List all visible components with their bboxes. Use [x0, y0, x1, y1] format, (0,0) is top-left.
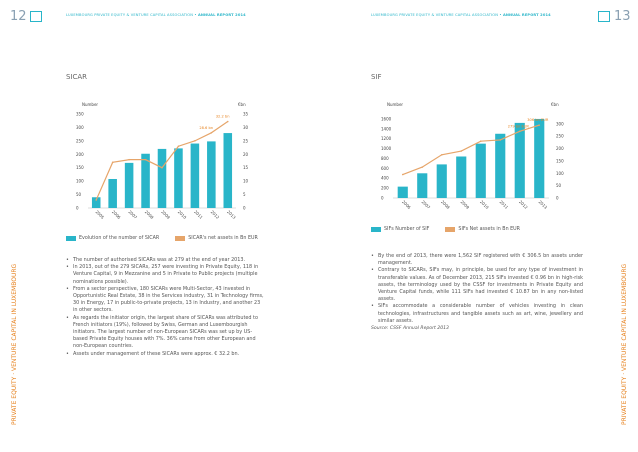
- line-point: [128, 159, 130, 161]
- legend-item-line: SICAR's net assets in Bn EUR: [175, 236, 258, 241]
- list-item: • The number of authorised SICARs was at 279 at the end of year 2013.: [66, 257, 264, 264]
- bar: [437, 164, 447, 198]
- line-point: [499, 139, 501, 141]
- category-tick-label: 2010: [479, 199, 490, 210]
- category-tick-label: 2006: [110, 209, 122, 220]
- sicar-legend: [66, 236, 274, 241]
- line-point: [194, 140, 196, 142]
- bar: [495, 134, 505, 198]
- category-tick-label: 2008: [440, 199, 451, 210]
- bar: [398, 187, 408, 198]
- line-point: [538, 124, 540, 126]
- left-tick-label: 1200: [381, 136, 392, 142]
- sif-chart: [365, 94, 580, 219]
- left-tick-label: 200: [76, 151, 84, 157]
- left-tick-label: 1400: [381, 126, 392, 132]
- side-label-right: PRIVATE EQUITY · VENTURE CAPITAL IN LUXEMBOURG: [621, 263, 628, 425]
- data-label: 32.2 bn: [215, 114, 230, 119]
- category-tick-label: 2007: [420, 199, 432, 210]
- side-label-left: PRIVATE EQUITY · VENTURE CAPITAL IN LUXEMBOURG: [11, 263, 18, 425]
- page-number-left: 12: [10, 9, 27, 24]
- category-tick-label: 2006: [401, 199, 412, 210]
- category-tick-label: 2008: [143, 209, 155, 220]
- legend-swatch-icon: [175, 236, 185, 241]
- category-tick-label: 2009: [160, 209, 172, 220]
- bar: [174, 148, 183, 208]
- bar: [534, 119, 544, 198]
- category-tick-label: 2011: [498, 199, 510, 210]
- right-tick-label: 20: [243, 151, 249, 157]
- running-title-left: LUXEMBOURG PRIVATE EQUITY & VENTURE CAPITAL ASSOCIATION • ANNUAL REPORT 2014: [66, 13, 246, 17]
- data-label: 279 bn EUR: [507, 124, 529, 129]
- sif-section-title: SIF: [371, 73, 382, 81]
- line-point: [112, 162, 114, 164]
- bar: [417, 173, 427, 198]
- data-label: 306 bn EUR: [527, 118, 549, 123]
- right-tick-label: 200: [556, 146, 564, 152]
- square-outline-icon: [30, 11, 42, 22]
- line-point: [227, 121, 229, 123]
- page-number-right: 13: [614, 9, 631, 24]
- right-axis-label: €bn: [238, 102, 246, 107]
- line-point: [161, 167, 163, 169]
- category-tick-label: 2009: [459, 199, 471, 210]
- source-note: Source: CSSF Annual Report 2013: [371, 326, 449, 331]
- line-point: [421, 166, 423, 168]
- left-tick-label: 1000: [381, 146, 392, 152]
- right-tick-label: 25: [243, 138, 249, 144]
- left-tick-label: 150: [76, 165, 84, 171]
- sicar-bullet-list: [66, 257, 264, 358]
- right-tick-label: 5: [243, 192, 246, 198]
- legend-swatch-icon: [371, 227, 381, 232]
- left-axis-label: Number: [82, 102, 99, 107]
- right-tick-label: 150: [556, 158, 564, 164]
- bar: [191, 144, 200, 208]
- right-tick-label: 15: [243, 165, 249, 171]
- list-item: • Assets under management of these SICARs were approx. € 32.2 bn.: [66, 351, 264, 358]
- list-item: • Contrary to SICARs, SIFs may, in principle, be used for any type of investment in transferable values. As of December 2013, 215 SIFs invested € 0.96 bn in high-risk assets, the terminology used by the CSSF for investments in Private Equity and Venture Capital funds, while 111 SIFs had invested € 10.87 bn in any non-listed assets.: [371, 267, 583, 303]
- legend-swatch-icon: [445, 227, 455, 232]
- line-point: [441, 154, 443, 156]
- data-label: 28.6 bn: [199, 125, 214, 130]
- legend-item-bars: Evolution of the number of SICAR: [66, 236, 159, 241]
- category-tick-label: 2010: [176, 209, 188, 220]
- left-tick-label: 800: [381, 155, 389, 161]
- line-point: [402, 174, 404, 176]
- line-point: [145, 159, 147, 161]
- category-tick-label: 2013: [537, 199, 549, 210]
- bar: [224, 133, 233, 208]
- left-tick-label: 300: [76, 124, 84, 130]
- line-point: [95, 199, 97, 201]
- legend-swatch-icon: [66, 236, 76, 241]
- right-tick-label: 10: [243, 178, 249, 184]
- right-axis-label: €bn: [551, 102, 559, 107]
- left-tick-label: 1600: [381, 116, 392, 122]
- left-tick-label: 350: [76, 111, 84, 117]
- left-tick-label: 50: [76, 192, 82, 198]
- category-tick-label: 2013: [226, 209, 237, 220]
- bar: [476, 144, 486, 198]
- right-tick-label: 300: [556, 121, 564, 127]
- running-title-right: LUXEMBOURG PRIVATE EQUITY & VENTURE CAPITAL ASSOCIATION • ANNUAL REPORT 2014: [371, 13, 551, 17]
- bar: [456, 156, 466, 198]
- bar: [108, 179, 117, 208]
- left-tick-label: 200: [381, 185, 389, 191]
- right-tick-label: 30: [243, 124, 249, 130]
- left-tick-label: 250: [76, 138, 84, 144]
- list-item: • In 2013, out of the 279 SICARs, 257 were investing in Private Equity, 118 in Venture Capital, 9 in Mezzanine and 5 in Private to Public projects (multiple nominations possible).: [66, 264, 264, 286]
- list-item: • As regards the initiator origin, the largest share of SICARs was attributed to French initiators (19%), followed by Swiss, German and Luxembourgish initiators. The largest number of non-European SICARs was set up by US-based Private Equity houses with 7%. 36% came from other European and non-European countries.: [66, 315, 264, 351]
- sicar-chart: [60, 94, 260, 229]
- sicar-section-title: SICAR: [66, 73, 88, 81]
- category-tick-label: 2012: [209, 209, 221, 220]
- square-outline-icon: [598, 11, 610, 22]
- line-point: [460, 150, 462, 152]
- right-tick-label: 0: [243, 205, 246, 211]
- left-tick-label: 100: [76, 178, 84, 184]
- bar: [125, 163, 134, 208]
- left-tick-label: 400: [381, 175, 389, 181]
- right-tick-label: 250: [556, 133, 564, 139]
- sif-bullet-list: [371, 253, 583, 325]
- category-tick-label: 2007: [127, 209, 139, 220]
- line-point: [519, 130, 521, 132]
- right-tick-label: 0: [556, 195, 559, 201]
- left-axis-label: Number: [387, 102, 404, 107]
- right-tick-label: 35: [243, 111, 249, 117]
- legend-item-bars: SIFs Number of SIF: [371, 227, 429, 232]
- sif-legend: [371, 227, 536, 232]
- list-item: • By the end of 2013, there were 1,562 SIF registered with € 306.5 bn assets under management.: [371, 253, 583, 267]
- list-item: • SIFs accommodate a considerable number of vehicles investing in clean technologies, infrastructures and tangible assets such as art, wine, jewellery and similar assets.: [371, 303, 583, 325]
- bar: [158, 149, 167, 208]
- category-tick-label: 2012: [518, 199, 529, 210]
- bar: [141, 154, 150, 208]
- left-tick-label: 0: [76, 205, 79, 211]
- right-tick-label: 100: [556, 170, 564, 176]
- line-point: [211, 132, 213, 134]
- line-point: [178, 145, 180, 147]
- category-tick-label: 2005: [94, 209, 106, 220]
- list-item: • From a sector perspective, 180 SICARs were Multi-Sector, 43 invested in Opportunistic Real Estate, 38 in the Services industry, 31 in Technology firms, 30 in Energy, 17 in public-to-private projects, 13 in Industry, and another 23 in other sectors.: [66, 286, 264, 315]
- right-tick-label: 50: [556, 183, 562, 189]
- category-tick-label: 2011: [193, 209, 204, 220]
- bar: [515, 123, 525, 198]
- line-point: [480, 140, 482, 142]
- left-tick-label: 0: [381, 195, 384, 201]
- left-tick-label: 600: [381, 165, 389, 171]
- legend-item-line: SIFs Net assets in Bn EUR: [445, 227, 520, 232]
- bar: [207, 141, 216, 208]
